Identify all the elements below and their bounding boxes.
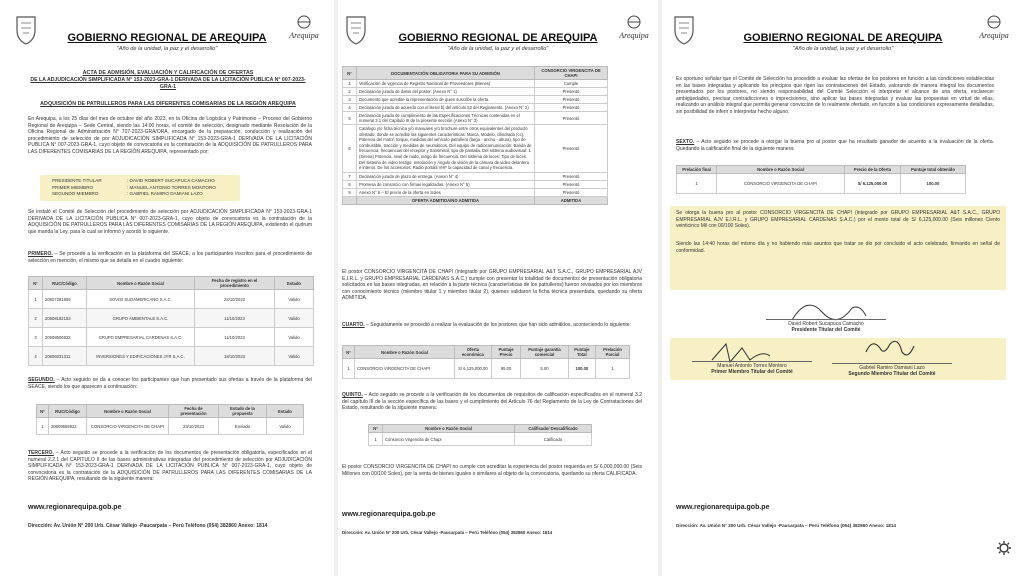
table-footer-row: OFERTA ADMITIDA/NO ADMITIDA ADMITIDA xyxy=(343,196,608,204)
table-row: 1 Consorcio Virgencita de Chapi Calificado xyxy=(369,433,592,446)
table-row: 1 CONSORCIO VIRGENCITA DE CHAPI S/ 6,125,000.00 100.00 xyxy=(677,174,966,194)
signature-second-member-icon xyxy=(858,332,918,366)
qualified-paragraph: El postor CONSORCIO VIRGENCITA DE CHAPI no cumple con acreditar la experiencia del postor requerida en S/ 6,000,000.00 (Seis Millones con 00/100 Soles), por la venta de bienes iguales o similares al objeto de la convocatoria, quedando su oferta CALIFICADA. xyxy=(342,464,642,477)
document-page-1 xyxy=(0,0,334,576)
qualification-table xyxy=(368,424,592,446)
header-motto: "Año de la unidad, la paz y el desarrollo" xyxy=(116,46,218,52)
intro-paragraph: Es oportuno señalar que el Comité de Selección ha procedido a evaluar las ofertas de los postores en función a las condiciones establecidas en las bases integradas y aplicando los principios que rigen las contrataciones del Estado, valorando de manera integral los documentos presentados por los postores, no siendo responsabilidad del Comité Selección el interpretar el alcance de una oferta, esclarecer ambigüedades, precisar contradicciones o imprecisiones, sino aplicar las bases integradas y evaluar las propuestas en virtud de ellas, realizando un análisis integral que permita generar convicción de lo realmente ofertado, en función a las condiciones expresamente detalladas, sin posibilidad de inferir o interpretar hecho alguno. xyxy=(676,76,994,115)
sixth-paragraph: SEXTO. – Acto seguido se procede a otorgar la buena pro al postor que ha resultado ganador de acuerdo a la evaluación de la oferta. Quedando la calificación final de la siguiente manera: xyxy=(676,139,994,152)
table-row: 1 20609559822 CONSORCIO VIRGENCITA DE CHAPI 23/10/2023 Enviado Valido xyxy=(37,418,304,435)
table-header-row: N° RUC/Código Nombre o Razón Social Fecha de registro en el procedimiento Estado xyxy=(29,277,314,290)
footer-address: Dirección: Av. Unión N° 200 Urb. César Vallejo -Paucarpata – Perú Teléfono (054) 382860 Anexo: 1814 xyxy=(28,523,268,529)
evaluation-table xyxy=(342,345,630,379)
committee-member-1: PRESIDENTE TITULAR : DAVID ROBERT SUCAPUCA CAMACHO xyxy=(52,178,215,183)
footer-url[interactable]: www.regionarequipa.gob.pe xyxy=(342,511,436,518)
footer-address: Dirección: Av. Unión N° 200 Urb. César Vallejo -Paucarpata – Perú Teléfono (054) 382860 Anexo: 1814 xyxy=(676,523,896,528)
acta-subtitle-1: DE LA ADJUDICACIÓN SIMPLIFICADA N° 153-2023-GRA-1 DERIVADA DE LA LICITACIÓN PUBLICA N° 007-2023- xyxy=(30,77,306,83)
final-ranking-table xyxy=(676,165,966,194)
signatory-name: David Robert Sucapuca Camacho xyxy=(766,319,886,327)
fifth-paragraph: QUINTO. – Acto seguido se procede a la verificación de los documentos de requisitos de calificación especificados en el numeral 3.2 del capítulo III de la sección específica de las bases y el cumplimiento del Artículo 76 del Reglamento de la Ley de Contrataciones del Estado, resultando de la siguiente manera: xyxy=(342,392,642,412)
mandatory-documents-table xyxy=(342,66,608,205)
signatory-name: Manuel Antonio Torres Montoro xyxy=(692,361,812,369)
table-row: 4 20606031311 INVERSIONES Y EDIFICACIONES JYR S.A.C. 18/10/2023 Valido xyxy=(29,347,314,366)
table-header-row: N° DOCUMENTACIÓN OBLIGATORIA PARA SU ADMISIÓN CONSORCIO VIRGENCITA DE CHAPI xyxy=(343,67,608,80)
intro-paragraph: En Arequipa, a los 25 días del mes de octubre del año 2023, en la Oficina de Logística y Patrimonio – Proceso del Gobierno Regional de Arequipa – Sede Central, siendo las 14:00 horas, el comité de selección, designado mediante Resolución de la Oficina Regional de Administración N° 707-2023-GRA/ORA, encargado de la preparación, conducción y realización del procedimiento de selección de por ADJUDICACIÓN SIMPLIFICADA N° 153-2023-GRA-1 DERIVADA DE LA LICITACIÓN PUBLICA N° 007-2023-GRA-1, cuyo objeto de convocatoria es la contratación de la ADQUISICIÓN DE PATRULLEROS PARA LAS DIFERENTES COMISARIAS DE LA REGIÓN AREQUIPA, representado por: xyxy=(28,116,312,155)
signatory-role: Presidente Titular del Comité xyxy=(791,327,861,333)
committee-list xyxy=(52,178,216,198)
page-header xyxy=(338,0,658,58)
closing-paragraph: Siendo las 14:40 horas del mismo día y no habiendo más asuntos que tratar se dio por concluido el acto celebrado, firmando en señal de conformidad. xyxy=(676,241,1000,254)
offers-table xyxy=(36,404,304,435)
table-row: 2 Declaración jurada de datos del postor. (Anexo N° 1) Presentó xyxy=(343,88,608,96)
table-row: 9 Anexo N° 6 – El precio de la oferta en Soles Presentó xyxy=(343,188,608,196)
signatory-role: Primer Miembro Titular del Comité xyxy=(711,369,793,375)
logo-text: Arequipa xyxy=(619,31,649,40)
page-header xyxy=(0,0,334,58)
committee-member-2: PRIMER MIEMBRO : MANUEL ANTONIO TORRES MONTORO xyxy=(52,184,216,190)
table-row: 2 20608182153 GRUPO AMBIENTALE S.A.C. 11/10/2023 Valido xyxy=(29,309,314,328)
signature-president xyxy=(766,318,886,333)
table-row: 4 Declaración jurada de acuerdo con el literal b) del artículo 52 del Reglamento. (Anexo N° 2) Presentó xyxy=(343,104,608,112)
committee-member-3: SEGUNDO MIEMBRO : GABRIEL RAMIRO DAMIANI LAZO xyxy=(52,191,203,197)
table-row: 5 Declaración jurada de cumplimiento de las Especificaciones Técnicas contenidas en el numeral 3.1 del Capítulo III de la presente sección (Anexo N° 3) Presentó xyxy=(343,112,608,125)
header-motto: "Año de la unidad, la paz y el desarrollo" xyxy=(447,46,549,52)
footer-url[interactable]: www.regionarequipa.gob.pe xyxy=(676,504,770,511)
table-header-row: Prelación final Nombre o Razón Social Precio de la Oferta Puntaje total obtenido xyxy=(677,166,966,174)
header-title: GOBIERNO REGIONAL DE AREQUIPA xyxy=(67,32,267,44)
table-header-row: N° Nombre o Razón Social Calificado/ Descalificado xyxy=(369,425,592,433)
table-row: 7 Declaración jurada de plazo de entrega. (Anexo N° 4) Presentó xyxy=(343,172,608,180)
table-row: 1 CONSORCIO VIRGENCITA DE CHAPI S/ 6,125,000.00 95.00 5.00 100.00 1 xyxy=(343,359,630,379)
postor-paragraph: El postor CONSORCIO VIRGENCITA DE CHAPI (integrado por GRUPO EMPRESARIAL A&T S.A.C., GRUPO EMPRESARIAL AJV E.I.R.L. y GRUPO EMPRESARIAL CARDENAS S.A.C.) cumple con presentar la totalidad de documentos de presentación obligatoria solicitados en las bases integradas, en relación a la parte técnica (características de los patrulleros) fueron revisados por los miembros con conocimiento técnico (miembro titular 1 y miembro titular 2), quienes validaron la ficha técnica presentada, quedando su oferta ADMITIDA. xyxy=(342,269,642,302)
header-title: GOBIERNO REGIONAL DE AREQUIPA xyxy=(398,32,598,44)
table-header-row: N° Nombre o Razón Social Oferta económica Puntaje Precio Puntaje garantía comercial Puntaje Total Prelación Parcial xyxy=(343,346,630,359)
first-paragraph: PRIMERO. – Se procede a la verificación en la plataforma del SEACE, a los participantes inscritos para el procedimiento de selección en mención, el mismo que se detalla en el cuadro siguiente: xyxy=(28,251,312,264)
table-row: 1 Verificación de vigencia de Registro Nacional de Proveedores (Bienes) Cumple xyxy=(343,80,608,88)
table-row: 1 20607281859 SOVISI SUDAMERICANO S.A.C. 23/10/2023 Valido xyxy=(29,290,314,309)
gear-icon xyxy=(996,540,1012,556)
installation-paragraph: Se instaló el Comité de Selección del procedimiento de selección por ADJUDICACIÓN SIMPLIFICADA N° 153-2023-GRA-1 DERIVADA DE LA LICITACIÓN PUBLICA N° 007-2023-GRA-1, cuyo objeto de convocatoria es la contratación de la ADQUISICIÓN DE PATRULLEROS PARA LAS DIFERENTES COMISARIAS DE LA REGIÓN AREQUIPA, existiendo el quórum que manda la Ley, para lo cual se informó y acordó lo siguiente. xyxy=(28,209,312,235)
document-page-2 xyxy=(338,0,658,576)
table-row: 6 Catálogo y/o ficha técnica y/o manuales y/o brochure entre otros equivalentes del producto ofertado, donde se acredite las siguientes características: Marca, Modelo, cilindrada (cc), Potencia del motor, torque, medidas del vehículo patrullero (largo - ancho - altura), tipo de combustible, tracción y medidas de neumáticos. Del equipo de radiocomunicación: Banda de frecuencia, frecuencias del receptor y transmisor, tipo de pantalla. Del sistema audiovisual: 1 (Sirena) Potencia, nivel de ruido, rango de frecuencia. Del sistema de luces: Tipo de luces. Del sistema de video testigo: resolución y Ángulo de visión de la cámara de video delantera e interior. De los accesorios: Radio portátil VHF la capacidad de canal y frecuencia. Presentó xyxy=(343,125,608,173)
logo-text: Arequipa xyxy=(289,31,319,40)
second-paragraph: SEGUNDO. – Acto seguido se da a conocer los participantes que han presentado sus ofertas a través de la plataforma del SEACE, siendo los que aparecen a continuación: xyxy=(28,377,312,390)
logo-text: Arequipa xyxy=(979,31,1009,40)
table-header-row: N° RUC/Código Nombre o Razón Social Fecha de presentación Estado de la propuesta Estado xyxy=(37,405,304,418)
acta-subtitle-2: GRA-1 xyxy=(159,84,177,90)
participants-table xyxy=(28,276,314,366)
signature-second-member xyxy=(832,362,952,377)
signatory-role: Segundo Miembro Titular del Comité xyxy=(848,371,936,377)
document-page-3 xyxy=(662,0,1024,576)
table-row: 3 Documento que acredite la representación de quien suscribe la oferta. Presentó xyxy=(343,96,608,104)
header-title: GOBIERNO REGIONAL DE AREQUIPA xyxy=(743,32,943,44)
award-paragraph: Se otorga la buena pro al postor CONSORCIO VIRGENCITA DE CHAPI (integrado por GRUPO EMPRESARIAL A&T S.A.C., GRUPO EMPRESARIAL AJV E.I.R.L. y GRUPO EMPRESARIAL CARDENAS S.A.C.) por el monto total de S/ 6,125,000.00 (Seis millones Ciento veinticinco Mil con 00/100 Soles). xyxy=(676,210,1000,230)
acta-title: ACTA DE ADMISIÓN, EVALUACIÓN Y CALIFICACIÓN DE OFERTAS xyxy=(82,70,254,76)
third-paragraph: TERCERO. – Acto seguido se procede a la verificación de los documentos de presentación obligatoria, especificados en el numeral 2.2.1 del CAPITULO II de las bases administrativas integradas del procedimiento de selección por ADJUDICACIÓN SIMPLIFICADA N° 153-2023-GRA-1 DERIVADA DE LA LICITACIÓN PUBLICA N° 007-2023-GRA-1, cuyo objeto de convocatoria es la contratación de la ADQUISICIÓN DE PATRULLEROS PARA LAS DIFERENTES COMISARIAS DE LA REGIÓN AREQUIPA, resultando de la siguiente manera: xyxy=(28,450,312,483)
fourth-paragraph: CUARTO. – Seguidamente se procedió a realizar la evaluación de los postores que han sido admitidos, aconteciendo lo siguiente: xyxy=(342,322,631,328)
signatory-name: Gabriel Ramiro Damiani Lazo xyxy=(832,363,952,371)
table-row: 3 20608506822 GRUPO EMPRESARIAL CARDENAS S.A.C. 11/10/2023 Valido xyxy=(29,328,314,347)
procurement-object: ADQUISICIÓN DE PATRULLEROS PARA LAS DIFERENTES COMISARIAS DE LA REGIÓN AREQUIPA xyxy=(40,101,296,107)
table-row: 8 Promesa de consorcio con firmas legalizadas. (Anexo N° 5) Presentó xyxy=(343,180,608,188)
header-motto: "Año de la unidad, la paz y el desarrollo" xyxy=(792,46,894,52)
signature-first-member xyxy=(692,360,812,375)
page-header xyxy=(662,0,1024,58)
footer-url[interactable]: www.regionarequipa.gob.pe xyxy=(28,504,122,511)
footer-address: Dirección: Av. Unión N° 200 Urb. César Vallejo -Paucarpata – Perú Teléfono (054) 382860 Anexo: 1814 xyxy=(342,530,553,535)
